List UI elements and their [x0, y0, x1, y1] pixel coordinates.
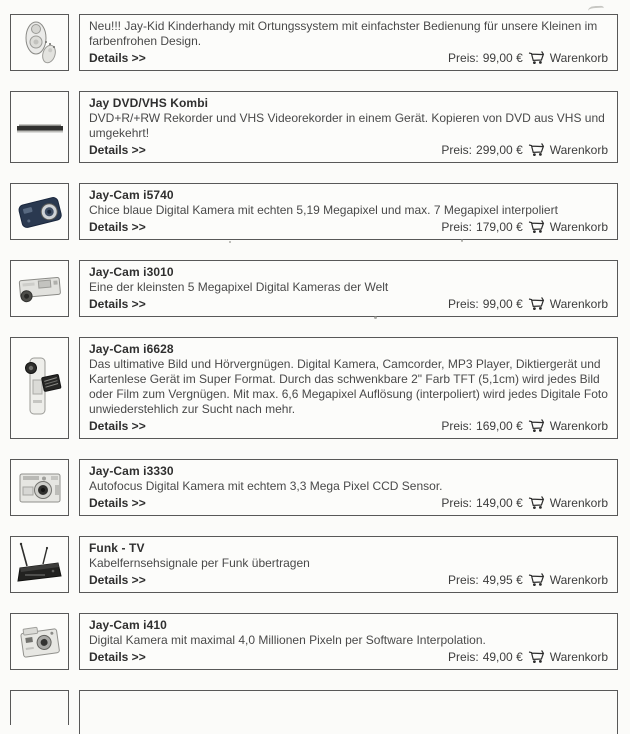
product-thumbnail[interactable]: [10, 690, 69, 725]
price-value: 99,00 €: [482, 50, 523, 65]
product-description: Kabelfernsehsignale per Funk übertragen: [89, 556, 310, 570]
compact-camera-image: [13, 615, 67, 669]
details-link[interactable]: Details >>: [89, 51, 146, 65]
mini-digital-camera-image: [13, 262, 67, 316]
product-row-partial: [10, 690, 618, 734]
cart-icon[interactable]: [527, 495, 546, 510]
product-card: [79, 91, 618, 163]
product-thumbnail[interactable]: [10, 260, 69, 317]
product-description: DVD+R/+RW Rekorder und VHS Videorekorder in einem Gerät. Kopieren von DVD aus VHS und umgekehrt!: [89, 111, 605, 140]
cart-icon[interactable]: [527, 142, 546, 157]
add-to-cart-link[interactable]: Warenkorb: [549, 296, 608, 311]
price-value: 179,00 €: [476, 219, 523, 234]
product-description: Eine der kleinsten 5 Megapixel Digital Kameras der Welt: [89, 280, 389, 294]
product-thumbnail[interactable]: [10, 337, 69, 439]
product-row: [10, 459, 618, 516]
product-thumbnail[interactable]: [10, 14, 69, 71]
product-title: Jay-Cam i3330: [89, 464, 174, 478]
cart-icon[interactable]: [527, 296, 546, 311]
product-row: [10, 14, 618, 71]
product-row: [10, 260, 618, 317]
price-label: Preis:: [448, 649, 479, 664]
product-title: Jay-Cam i410: [89, 618, 167, 632]
price-label: Preis:: [441, 219, 473, 234]
product-card: [79, 690, 618, 734]
product-card: [79, 14, 618, 71]
add-to-cart-link[interactable]: Warenkorb: [549, 142, 608, 157]
price-value: 299,00 €: [476, 142, 523, 157]
cart-icon[interactable]: [527, 649, 546, 664]
cart-icon[interactable]: [527, 572, 546, 587]
product-card: [79, 337, 618, 439]
details-link[interactable]: Details >>: [89, 650, 146, 664]
product-description: Das ultimative Bild und Hörvergnügen. Digital Kamera, Camcorder, MP3 Player, Diktiergerät und Kartenlese Gerät im Super Format. Durch das schwenkbare 2" Farb TFT (5,1cm) wird jedes Bild oder Film zum Vergnügen. Mit max. 6,6 Megapixel Auflösung (interpoliert) wird jedes Digitale Foto unwiederstehlich zur Sucht nach mehr.: [89, 357, 608, 416]
add-to-cart-link[interactable]: Warenkorb: [549, 219, 608, 234]
price-group: [441, 418, 608, 433]
details-link[interactable]: Details >>: [89, 573, 146, 587]
product-description: Chice blaue Digital Kamera mit echten 5,19 Megapixel und max. 7 Megapixel interpoliert: [89, 203, 558, 217]
product-thumbnail[interactable]: [10, 183, 69, 240]
details-link[interactable]: Details >>: [89, 220, 146, 234]
details-link[interactable]: Details >>: [89, 297, 146, 311]
add-to-cart-link[interactable]: Warenkorb: [549, 418, 608, 433]
product-thumbnail[interactable]: [10, 91, 69, 163]
price-value: 49,00 €: [482, 649, 523, 664]
kids-phone-image: [13, 16, 67, 70]
details-link[interactable]: Details >>: [89, 419, 146, 433]
price-label: Preis:: [441, 495, 473, 510]
price-group: [448, 296, 608, 311]
add-to-cart-link[interactable]: Warenkorb: [549, 50, 608, 65]
product-card: [79, 459, 618, 516]
product-title: Jay-Cam i6628: [89, 342, 174, 356]
product-card: [79, 536, 618, 593]
camcorder-image: [13, 344, 67, 432]
product-row: [10, 337, 618, 439]
price-group: [441, 142, 608, 157]
price-group: [448, 572, 608, 587]
details-link[interactable]: Details >>: [89, 143, 146, 157]
price-label: Preis:: [448, 50, 479, 65]
product-title: Funk - TV: [89, 541, 145, 555]
blue-digital-camera-image: [13, 185, 67, 239]
wireless-tv-receiver-image: [13, 538, 67, 592]
product-thumbnail[interactable]: [10, 613, 69, 670]
price-label: Preis:: [441, 418, 473, 433]
cart-icon[interactable]: [527, 219, 546, 234]
product-card: [79, 183, 618, 240]
price-value: 149,00 €: [476, 495, 523, 510]
product-row: [10, 183, 618, 240]
product-description: Neu!!! Jay-Kid Kinderhandy mit Ortungssystem mit einfachster Bedienung für unsere Kleinen im farbenfrohen Design.: [89, 19, 598, 48]
product-thumbnail[interactable]: [10, 536, 69, 593]
price-label: Preis:: [441, 142, 473, 157]
product-row: [10, 91, 618, 163]
product-description: Digital Kamera mit maximal 4,0 Millionen Pixeln per Software Interpolation.: [89, 633, 486, 647]
autofocus-camera-image: [13, 461, 67, 515]
price-group: [448, 50, 608, 65]
details-link[interactable]: Details >>: [89, 496, 146, 510]
price-group: [441, 495, 608, 510]
add-to-cart-link[interactable]: Warenkorb: [549, 572, 608, 587]
dvd-vhs-recorder-image: [13, 100, 67, 154]
product-row: [10, 536, 618, 593]
price-label: Preis:: [448, 572, 479, 587]
product-description: Autofocus Digital Kamera mit echtem 3,3 Mega Pixel CCD Sensor.: [89, 479, 443, 493]
price-value: 99,00 €: [482, 296, 523, 311]
product-title: Jay-Cam i5740: [89, 188, 174, 202]
cart-icon[interactable]: [527, 418, 546, 433]
product-row: [10, 613, 618, 670]
product-card: [79, 613, 618, 670]
add-to-cart-link[interactable]: Warenkorb: [549, 495, 608, 510]
price-group: [441, 219, 608, 234]
cart-icon[interactable]: [527, 50, 546, 65]
product-card: [79, 260, 618, 317]
product-thumbnail[interactable]: [10, 459, 69, 516]
product-title: Jay-Cam i3010: [89, 265, 174, 279]
price-value: 49,95 €: [482, 572, 523, 587]
add-to-cart-link[interactable]: Warenkorb: [549, 649, 608, 664]
product-title: Jay DVD/VHS Kombi: [89, 96, 209, 110]
price-label: Preis:: [448, 296, 479, 311]
price-value: 169,00 €: [476, 418, 523, 433]
price-group: [448, 649, 608, 664]
